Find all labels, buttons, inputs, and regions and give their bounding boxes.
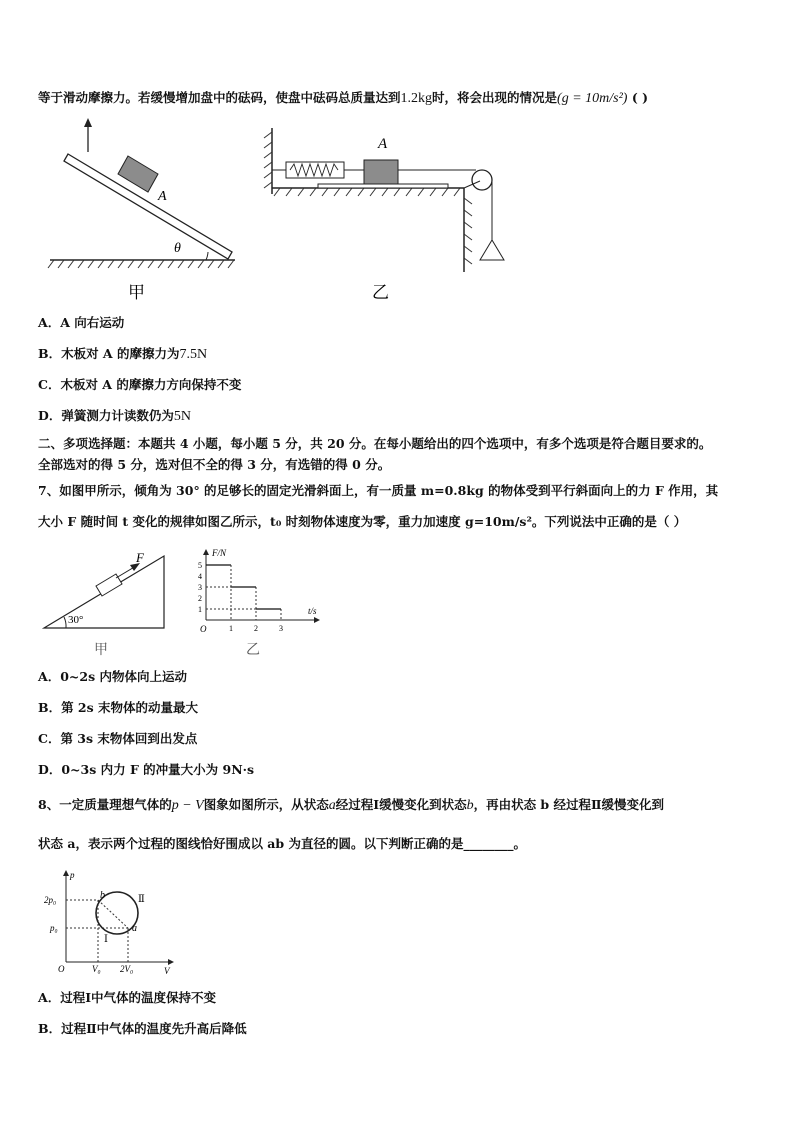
label-theta: θ	[174, 241, 181, 256]
axis-v: V	[164, 966, 170, 976]
process-1: Ⅰ	[104, 934, 108, 945]
option-prefix: C．	[38, 731, 61, 746]
stem-text: 8、一定质量理想气体的	[38, 797, 172, 812]
q7-option-c[interactable]	[38, 729, 197, 747]
stem-text: 等于滑动摩擦力。若缓慢增加盘中的砝码，使盘中砝码总质量达到	[38, 90, 401, 105]
option-prefix: C．	[38, 377, 61, 392]
option-prefix: D．	[38, 762, 62, 777]
option-text: 木板对 A 的摩擦力方向保持不变	[60, 377, 242, 392]
answer-blank: ( )	[631, 90, 648, 105]
chart-ylabel: F/N	[212, 548, 227, 558]
tick-2v0: 2V₀	[120, 964, 134, 974]
incline-figure-jia	[40, 112, 240, 302]
q8-option-a[interactable]	[38, 988, 216, 1006]
stem-text: ，再由状态 b 经过程Ⅱ缓慢变化到	[473, 797, 665, 812]
q6-option-c[interactable]	[38, 375, 241, 393]
option-text: 0~2s 内物体向上运动	[60, 669, 187, 684]
option-text: 木板对 A 的摩擦力为	[61, 346, 180, 361]
option-prefix: A．	[38, 990, 61, 1005]
option-prefix: B．	[38, 1021, 62, 1036]
state-a: a	[328, 798, 336, 813]
q7-incline-figure	[40, 548, 200, 658]
q6-option-a[interactable]	[38, 313, 124, 331]
section-2-heading-cont: 全部选对的得 5 分，选对但不全的得 3 分，有选错的得 0 分。	[38, 457, 391, 472]
q8-stem-line2: 状态 a，表示两个过程的图线恰好围成以 ab 为直径的圆。以下判断正确的是________。	[38, 836, 526, 851]
stem-text: 图象如图所示，从状态	[203, 797, 329, 812]
process-2: Ⅱ	[138, 894, 145, 905]
option-prefix: B．	[38, 346, 62, 361]
y-tick-label: 5	[198, 561, 202, 570]
option-text: 第 2s 末物体的动量最大	[61, 700, 199, 715]
chart-xlabel: t/s	[308, 606, 317, 616]
y-tick-label: 2	[198, 594, 202, 603]
q6-option-d[interactable]	[38, 406, 191, 425]
state-b: b	[466, 798, 474, 813]
y-tick-label: 3	[198, 583, 202, 592]
option-text: 过程Ⅰ中气体的温度保持不变	[60, 990, 217, 1005]
x-tick-label: 2	[254, 624, 258, 633]
option-prefix: A．	[38, 315, 61, 330]
option-prefix: A．	[38, 669, 61, 684]
section-2-heading: 二、多项选择题：本题共 4 小题，每小题 5 分，共 20 分。在每小题给出的四个选项中，有多个选项是符合题目要求的。	[38, 436, 712, 451]
stem-text: 经过程Ⅰ缓慢变化到状态	[335, 797, 467, 812]
q7-stem-line1: 7、如图甲所示，倾角为 30° 的足够长的固定光滑斜面上，有一质量 m=0.8kg 的物体受到平行斜面向上的力 F 作用，其	[38, 483, 719, 498]
option-prefix: B．	[38, 700, 62, 715]
origin: O	[58, 964, 65, 974]
y-tick-label: 1	[198, 605, 202, 614]
caption-jia: 甲	[128, 283, 145, 302]
option-text: 第 3s 末物体回到出发点	[60, 731, 198, 746]
force-label: F	[136, 550, 144, 565]
option-prefix: D．	[38, 408, 62, 423]
question-6-stem-tail	[38, 88, 648, 107]
angle-label: 30°	[68, 614, 84, 626]
g-expression: (g = 10m/s²)	[557, 91, 628, 106]
caption-yi-q7: 乙	[246, 643, 260, 658]
q6-option-b[interactable]	[38, 344, 207, 363]
option-text: 过程Ⅱ中气体的温度先升高后降低	[61, 1021, 247, 1036]
label-a: A	[158, 189, 167, 204]
tick-v0: V₀	[92, 964, 101, 974]
q7-option-a[interactable]	[38, 667, 187, 685]
point-a: a	[132, 923, 137, 934]
pulley-figure-yi	[258, 122, 518, 302]
pv-symbol: p − V	[171, 798, 204, 813]
tick-p0: p₀	[50, 923, 58, 933]
stem-text-2: 时，将会出现的情况是	[432, 90, 558, 105]
y-tick-label: 4	[198, 572, 202, 581]
point-b: b	[100, 890, 105, 901]
q7-option-b[interactable]	[38, 698, 198, 716]
axis-p: p	[70, 870, 75, 880]
q8-option-b[interactable]	[38, 1019, 247, 1037]
chart-origin: O	[200, 624, 207, 634]
q7-force-time-chart	[196, 546, 326, 658]
caption-jia-q7: 甲	[94, 643, 108, 658]
mass-value: 1.2kg	[400, 91, 433, 106]
label-a-yi: A	[378, 136, 388, 152]
tick-2p0: 2p₀	[44, 895, 57, 905]
x-tick-label: 1	[229, 624, 233, 633]
option-value: 5N	[173, 409, 191, 424]
q8-pv-diagram	[44, 868, 182, 978]
option-value: 7.5N	[179, 347, 208, 362]
option-text: 0~3s 内力 F 的冲量大小为 9N·s	[61, 762, 255, 777]
q7-option-d[interactable]	[38, 760, 254, 778]
caption-yi: 乙	[372, 283, 389, 302]
option-text: A 向右运动	[60, 315, 125, 330]
q8-stem-line1	[38, 795, 664, 814]
x-tick-label: 3	[279, 624, 283, 633]
option-text: 弹簧测力计读数仍为	[61, 408, 174, 423]
q7-stem-line2: 大小 F 随时间 t 变化的规律如图乙所示，t₀ 时刻物体速度为零，重力加速度 g=10m/s²。下列说法中正确的是（ ）	[38, 514, 687, 529]
